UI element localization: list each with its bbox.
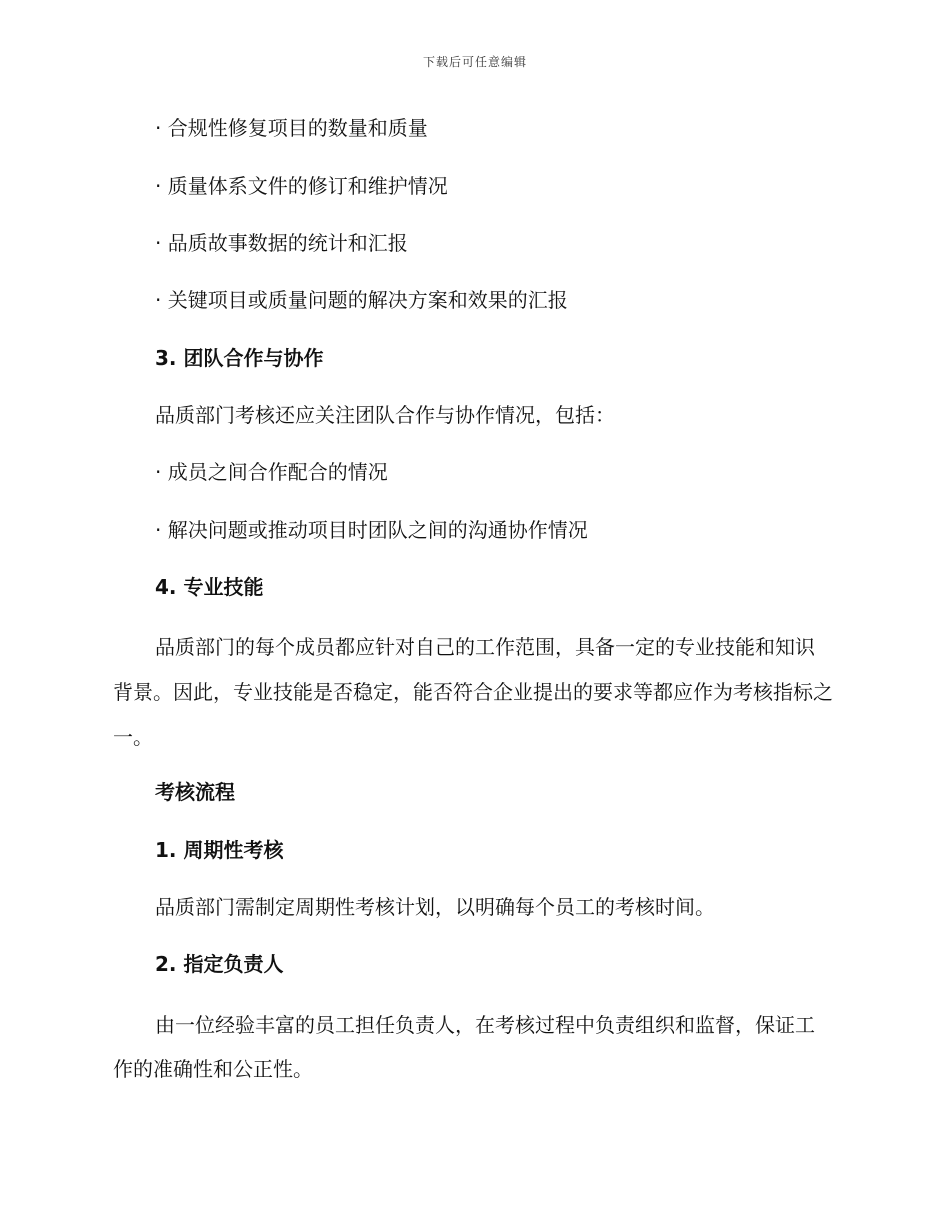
section-body-skills: 品质部门的每个成员都应针对自己的工作范围，具备一定的专业技能和知识背景。因此，专业技能是否稳定，能否符合企业提出的要求等都应作为考核指标之一。 — [113, 635, 833, 749]
list-item: · 解决问题或推动项目时团队之间的沟通协作情况 — [155, 518, 588, 542]
section-intro: 品质部门考核还应关注团队合作与协作情况，包括： — [155, 403, 615, 427]
step-heading-periodic: 1. 周期性考核 — [155, 838, 284, 862]
page-header: 下载后可任意编辑 — [422, 55, 527, 69]
step-body-owner: 由一位经验丰富的员工担任负责人，在考核过程中负责组织和监督，保证工作的准确性和公正性。 — [113, 1013, 815, 1081]
section-heading-skills: 4. 专业技能 — [155, 575, 264, 599]
section-heading-process: 考核流程 — [155, 780, 235, 804]
list-item: · 合规性修复项目的数量和质量 — [155, 116, 428, 140]
list-item: · 成员之间合作配合的情况 — [155, 460, 388, 484]
list-item: · 质量体系文件的修订和维护情况 — [155, 174, 448, 198]
section-heading-teamwork: 3. 团队合作与协作 — [155, 346, 324, 370]
list-item: · 品质故事数据的统计和汇报 — [155, 231, 408, 255]
list-item: · 关键项目或质量问题的解决方案和效果的汇报 — [155, 288, 568, 312]
step-body-periodic: 品质部门需制定周期性考核计划，以明确每个员工的考核时间。 — [155, 895, 715, 919]
step-heading-owner: 2. 指定负责人 — [155, 952, 284, 976]
